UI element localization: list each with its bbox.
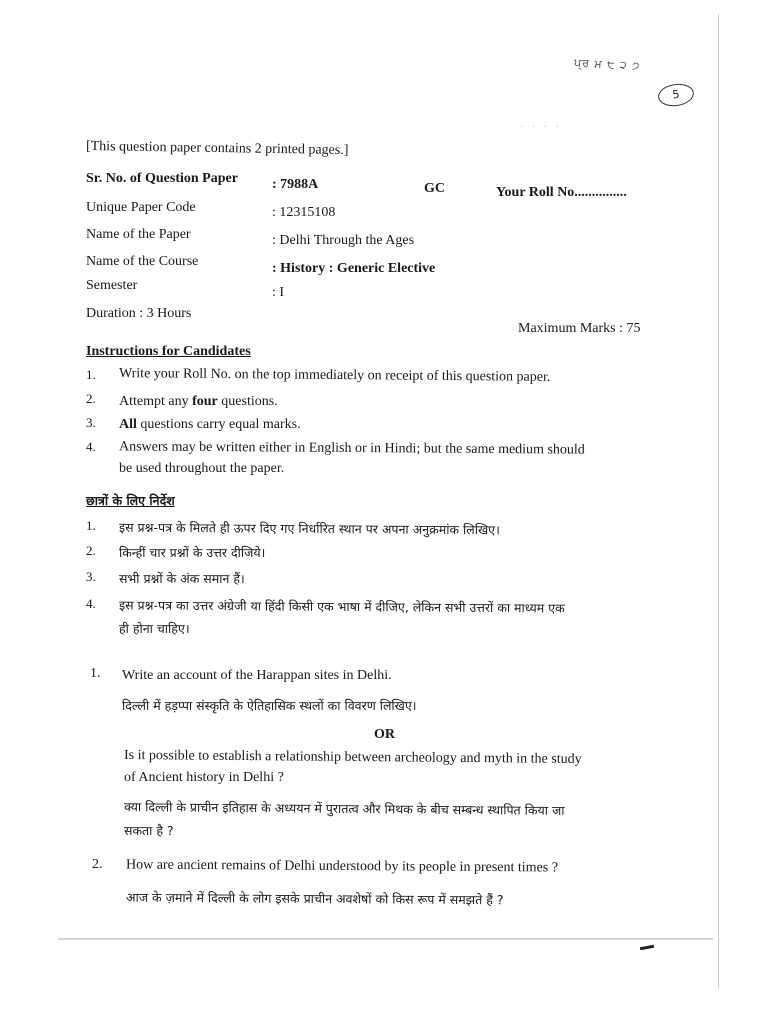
instructions-title: Instructions for Candidates — [86, 344, 251, 359]
question-2-num: 2. — [92, 857, 103, 872]
semester-value: : I — [272, 285, 285, 300]
instr-2-text: Attempt any four questions. — [119, 394, 278, 409]
sr-value: : 7988A — [272, 177, 319, 192]
page-corner-mark — [640, 945, 654, 950]
instr-1-num: 1. — [86, 367, 96, 382]
question-2-text: How are ancient remains of Delhi understood by its people in present times ? — [125, 857, 558, 876]
hindi-instr-2-num: 2. — [86, 543, 96, 558]
course-label: Name of the Course — [86, 254, 199, 269]
duration: Duration : 3 Hours — [86, 306, 192, 321]
question-1-alt-hindi: क्या दिल्ली के प्राचीन इतिहास के अध्ययन में पुरातत्व और मिथक के बीच सम्बन्ध स्थापित किया जा — [123, 799, 565, 818]
pages-note: [This question paper contains 2 printed pages.] — [85, 138, 349, 159]
question-1-text: Write an account of the Harappan sites in Delhi. — [122, 668, 392, 683]
instr-3-text: All questions carry equal marks. — [119, 417, 301, 432]
hindi-instr-4-text-cont: ही होना चाहिए। — [119, 621, 190, 636]
hindi-instr-3-num: 3. — [86, 569, 96, 584]
page-edge-bottom — [58, 938, 713, 940]
hindi-instr-1-num: 1. — [86, 518, 96, 533]
question-1-alt-text: Is it possible to establish a relationship between archeology and myth in the study — [123, 748, 582, 767]
question-2-hindi: आज के ज़माने में दिल्ली के लोग इसके प्राचीन अवशेषों को किस रूप में समझते हैं ? — [125, 889, 504, 908]
instr-4-text: Answers may be written either in English or in Hindi; but the same medium should — [118, 439, 585, 458]
hindi-instr-1-text: इस प्रश्न-पत्र के मिलते ही ऊपर दिए गए निर्धारित स्थान पर अपना अनुक्रमांक लिखिए। — [118, 519, 500, 538]
instr-4-num: 4. — [86, 439, 96, 454]
or-separator: OR — [374, 727, 395, 742]
hindi-instr-3-text: सभी प्रश्नों के अंक समान हैं। — [119, 571, 245, 586]
hindi-instructions-title: छात्रों के लिए निर्देश — [86, 493, 175, 508]
question-1-hindi: दिल्ली में हड़प्पा संस्कृति के ऐतिहासिक स्थलों का विवरण लिखिए। — [122, 698, 417, 713]
upc-label: Unique Paper Code — [86, 200, 196, 215]
roll-number-line: Your Roll No............... — [496, 185, 627, 200]
instr-3-num: 3. — [86, 415, 96, 430]
instr-1-text: Write your Roll No. on the top immediately on receipt of this question paper. — [118, 366, 551, 385]
question-1-alt-hindi-cont: सकता है ? — [124, 823, 174, 838]
handwritten-annotation: ਪ੍ਰ ਮ ੮ ੨ ੭ — [573, 56, 641, 73]
question-1-alt-text-cont: of Ancient history in Delhi ? — [124, 770, 284, 785]
paper-value: : Delhi Through the Ages — [272, 233, 415, 248]
gc-label: GC — [424, 181, 445, 196]
max-marks: Maximum Marks : 75 — [518, 321, 641, 336]
instr-4-text-cont: be used throughout the paper. — [119, 461, 285, 476]
hindi-instr-2-text: किन्हीं चार प्रश्नों के उत्तर दीजिये। — [119, 545, 266, 560]
upc-value: : 12315108 — [272, 205, 336, 220]
page-edge-right — [718, 14, 719, 989]
circled-number: 5 — [657, 82, 696, 109]
paper-label: Name of the Paper — [86, 227, 191, 242]
question-1-num: 1. — [90, 666, 101, 681]
sr-label: Sr. No. of Question Paper — [86, 171, 238, 186]
faint-marks: · · · · — [520, 122, 562, 133]
course-value: : History : Generic Elective — [272, 261, 436, 276]
instr-2-num: 2. — [86, 391, 96, 406]
semester-label: Semester — [86, 278, 138, 293]
hindi-instr-4-text: इस प्रश्न-पत्र का उत्तर अंग्रेजी या हिंदी किसी एक भाषा में दीजिए, लेकिन सभी उत्तरों का माध्यम एक — [118, 597, 565, 616]
hindi-instr-4-num: 4. — [86, 596, 96, 611]
